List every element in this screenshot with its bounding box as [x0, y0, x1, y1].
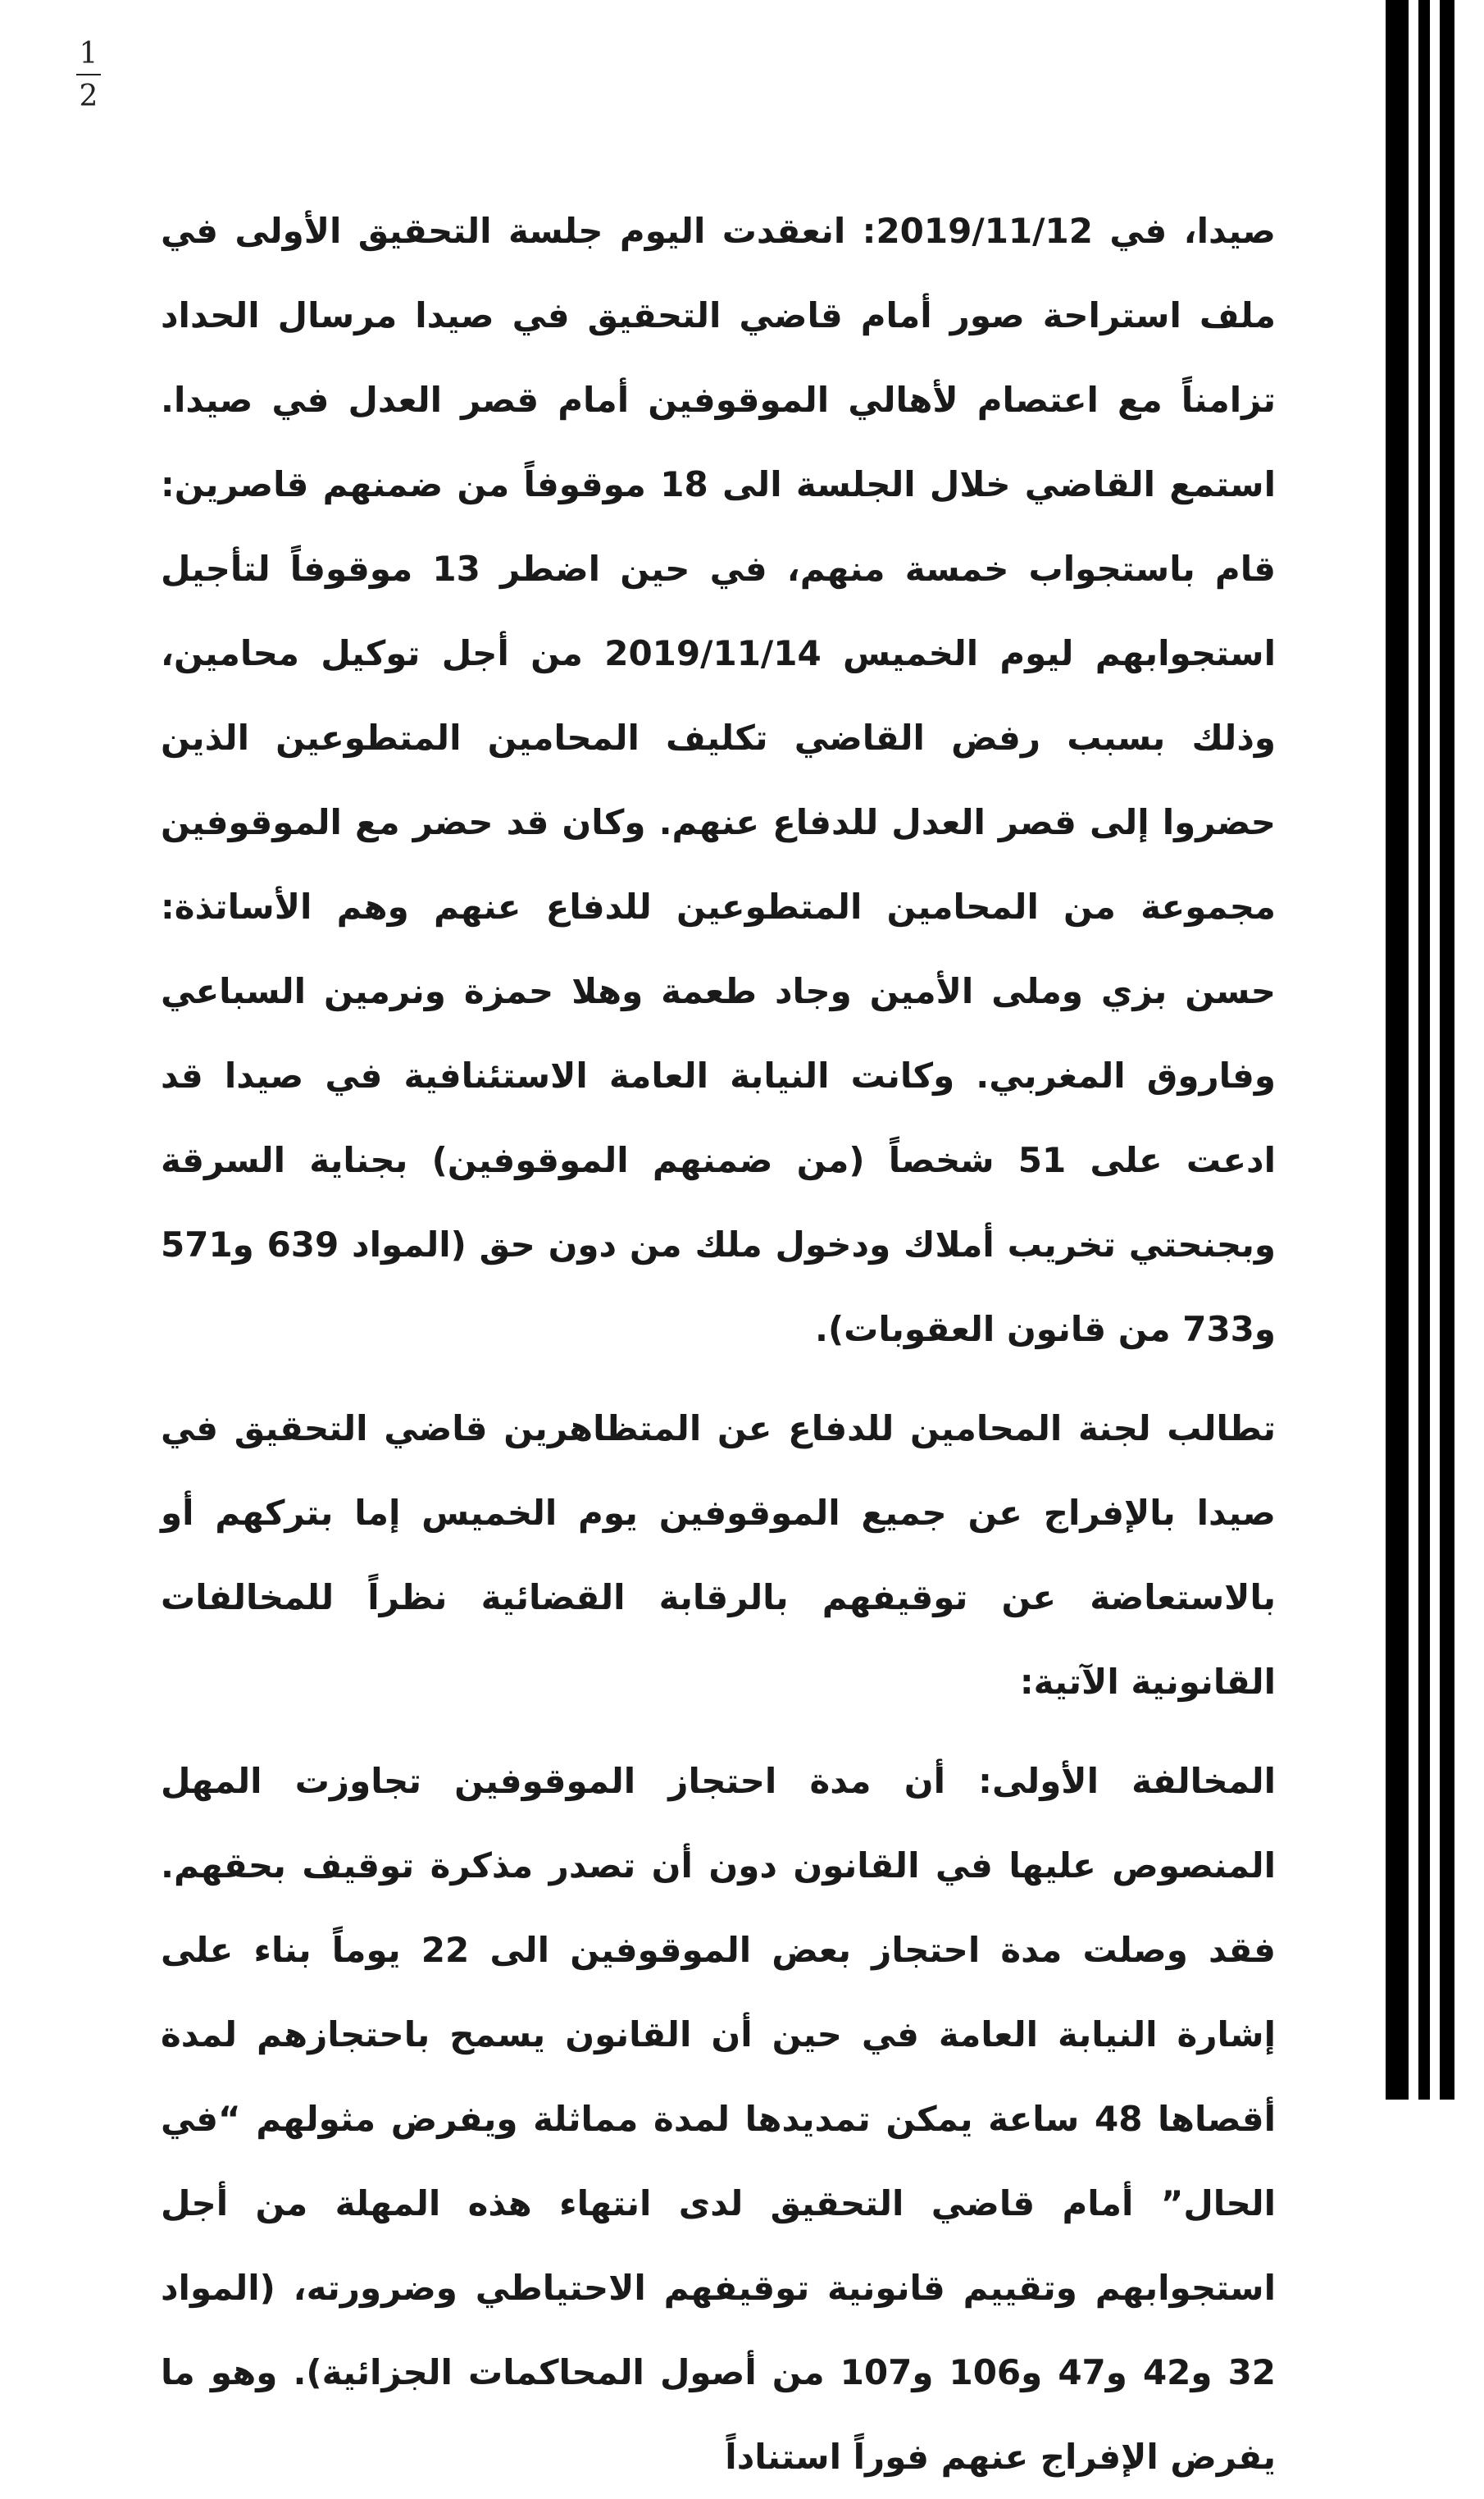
paragraph-session-report: صيدا، في 2019/11/12: انعقدت اليوم جلسة التحقيق الأولى في ملف استراحة صور أمام قاضي التحقيق في صيدا مرسال الحداد تزامناً مع اعتصام لأهالي الموقوفين أمام قصر العدل في صيدا. استمع القاضي خلال الجلسة الى 18 موقوفاً من ضمنهم قاصرين: قام باستجواب خمسة منهم، في حين اضطر 13 موقوفاً لتأجيل استجوابهم ليوم الخميس 2019/11/14 من أجل توكيل محامين، وذلك بسبب رفض القاضي تكليف المحامين المتطوعين الذين حضروا إلى قصر العدل للدفاع عنهم. وكان قد حضر مع الموقوفين مجموعة من المحامين المتطوعين للدفاع عنهم وهم الأساتذة: حسن بزي وملى الأمين وجاد طعمة وهلا حمزة ونرمين السباعي وفاروق المغربي. وكانت النيابة العامة الاستئنافية في صيدا قد ادعت على 51 شخصاً (من ضمنهم الموقوفين) بجناية السرقة وبجنحتي تخريب أملاك ودخول ملك من دون حق (المواد 639 و571 و733 من قانون العقوبات).	[161, 211, 1276, 1349]
border-stripe-2	[1409, 0, 1418, 2100]
border-stripe-5	[1440, 0, 1454, 2100]
paragraph-first-violation: المخالفة الأولى: أن مدة احتجاز الموقوفين تجاوزت المهل المنصوص عليها في القانون دون أن تصدر مذكرة توقيف بحقهم. فقد وصلت مدة احتجاز بعض الموقوفين الى 22 يوماً بناء على إشارة النيابة العامة في حين أن القانون يسمح باحتجازهم لمدة أقصاها 48 ساعة يمكن تمديدها لمدة مماثلة ويفرض مثولهم “في الحال” أمام قاضي التحقيق لدى انتهاء هذه المهلة من أجل استجوابهم وتقييم قانونية توقيفهم الاحتياطي وضرورته، (المواد 32 و42 و47 و106 و107 من أصول المحاكمات الجزائية). وهو ما يفرض الإفراج عنهم فوراً استناداً	[161, 1761, 1277, 2477]
border-stripe-1	[1386, 0, 1409, 2100]
page-number-current: 1	[79, 37, 98, 71]
border-stripe-3	[1418, 0, 1430, 2100]
page-number-total: 2	[79, 80, 98, 113]
paragraph-demands: تطالب لجنة المحامين للدفاع عن المتظاهرين قاضي التحقيق في صيدا بالإفراج عن جميع الموقوفين يوم الخميس إما بتركهم أو بالاستعاضة عن توقيفهم بالرقابة القضائية نظراً للمخالفات القانونية الآتية:	[161, 1408, 1276, 1702]
document-body	[161, 189, 1276, 2499]
page-number	[72, 39, 105, 112]
border-stripe-4	[1430, 0, 1440, 2100]
